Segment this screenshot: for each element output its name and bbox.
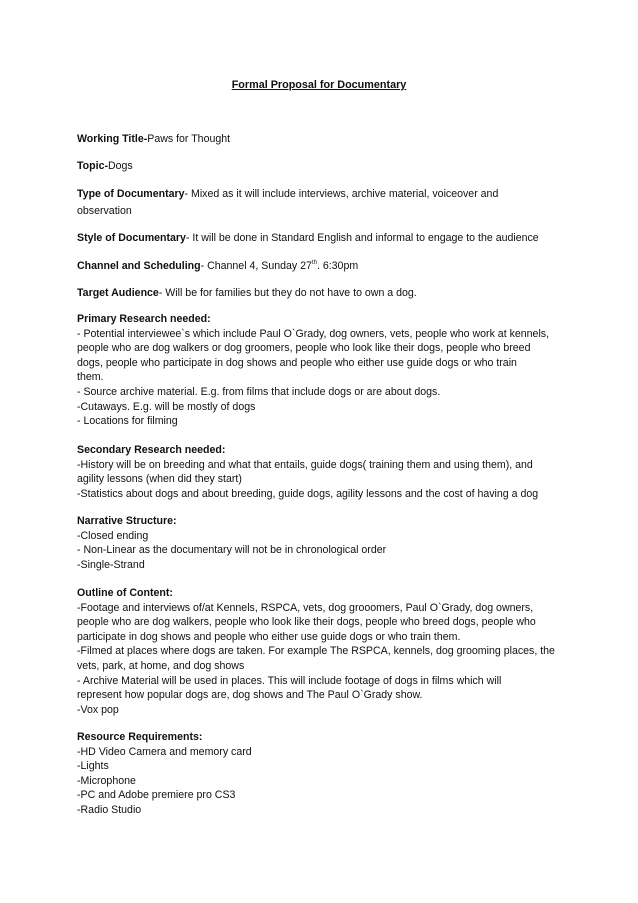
secondary-research-line: -History will be on breeding and what that entails, guide dogs( training them and using them), and xyxy=(77,458,533,471)
outline-content-line: -Filmed at places where dogs are taken. For example The RSPCA, kennels, dog grooming places, the xyxy=(77,645,555,658)
type-value-line2: observation xyxy=(77,205,132,217)
outline-content-line: -Vox pop xyxy=(77,703,119,716)
outline-content-line: -Footage and interviews of/at Kennels, RSPCA, vets, dog grooomers, Paul O`Grady, dog owners, xyxy=(77,601,534,614)
secondary-research-section xyxy=(77,443,561,501)
narrative-structure-line: -Closed ending xyxy=(77,529,149,542)
resource-requirements-line: -Microphone xyxy=(77,774,136,787)
channel-field xyxy=(77,259,557,274)
primary-research-line: - Locations for filming xyxy=(77,415,178,428)
resource-requirements-line: -HD Video Camera and memory card xyxy=(77,745,252,758)
primary-research-line: dogs, people who participate in dog shows and people who either use guide dogs or who train xyxy=(77,356,517,369)
outline-content-line: people who are dog walkers, people who look like their dogs, people who breed dogs, people who xyxy=(77,616,536,629)
outline-content-line: vets, park, at home, and dog shows xyxy=(77,659,245,672)
secondary-research-heading: Secondary Research needed: xyxy=(77,444,226,456)
outline-content-line: - Archive Material will be used in places. This will include footage of dogs in films which will xyxy=(77,674,502,687)
document-title: Formal Proposal for Documentary xyxy=(231,79,407,91)
working-title-label: Working Title- xyxy=(77,133,148,145)
primary-research-line: - Potential interviewee`s which include Paul O`Grady, dog owners, vets, people who work at kennels, xyxy=(77,327,550,340)
channel-value: - Channel 4, Sunday 27 xyxy=(200,260,312,272)
resource-requirements-line: -Radio Studio xyxy=(77,803,142,816)
type-value-line1: - Mixed as it will include interviews, archive material, voiceover and xyxy=(184,188,499,200)
primary-research-section xyxy=(77,312,561,429)
style-field xyxy=(77,231,557,246)
primary-research-heading: Primary Research needed: xyxy=(77,313,211,325)
primary-research-line: them. xyxy=(77,371,104,384)
audience-field xyxy=(77,286,557,301)
resource-requirements-section xyxy=(77,730,561,818)
outline-content-heading: Outline of Content: xyxy=(77,587,173,599)
topic-field xyxy=(77,159,557,174)
working-title-field xyxy=(77,132,557,147)
audience-value: - Will be for families but they do not have to own a dog. xyxy=(158,287,417,299)
narrative-structure-line: - Non-Linear as the documentary will not be in chronological order xyxy=(77,544,387,557)
resource-requirements-heading: Resource Requirements: xyxy=(77,731,203,743)
topic-value: Dogs xyxy=(108,160,133,172)
style-label: Style of Documentary xyxy=(77,232,186,244)
channel-date-suffix: th xyxy=(311,260,317,266)
secondary-research-line: -Statistics about dogs and about breeding, guide dogs, agility lessons and the cost of having a dog xyxy=(77,487,539,500)
audience-label: Target Audience xyxy=(77,287,159,299)
narrative-structure-section xyxy=(77,514,561,572)
narrative-structure-heading: Narrative Structure: xyxy=(77,515,177,527)
outline-content-line: participate in dog shows and people who either use guide dogs or who train them. xyxy=(77,630,461,643)
outline-content-line: represent how popular dogs are, dog shows and The Paul O`Grady show. xyxy=(77,689,423,702)
primary-research-line: people who are dog walkers or dog groomers, people who look like their dogs, people who breed xyxy=(77,342,531,355)
secondary-research-line: agility lessons (when did they start) xyxy=(77,473,242,486)
primary-research-line: - Source archive material. E.g. from films that include dogs or are about dogs. xyxy=(77,385,441,398)
outline-content-section xyxy=(77,586,561,717)
primary-research-line: -Cutaways. E.g. will be mostly of dogs xyxy=(77,400,256,413)
working-title-value: Paws for Thought xyxy=(147,133,231,145)
channel-time: . 6:30pm xyxy=(316,260,359,272)
style-value: - It will be done in Standard English and informal to engage to the audience xyxy=(185,232,539,244)
resource-requirements-line: -PC and Adobe premiere pro CS3 xyxy=(77,789,236,802)
narrative-structure-line: -Single-Strand xyxy=(77,558,145,571)
topic-label: Topic- xyxy=(77,160,108,172)
type-field xyxy=(77,186,557,220)
type-label: Type of Documentary xyxy=(77,188,185,200)
resource-requirements-line: -Lights xyxy=(77,760,109,773)
channel-label: Channel and Scheduling xyxy=(77,260,201,272)
